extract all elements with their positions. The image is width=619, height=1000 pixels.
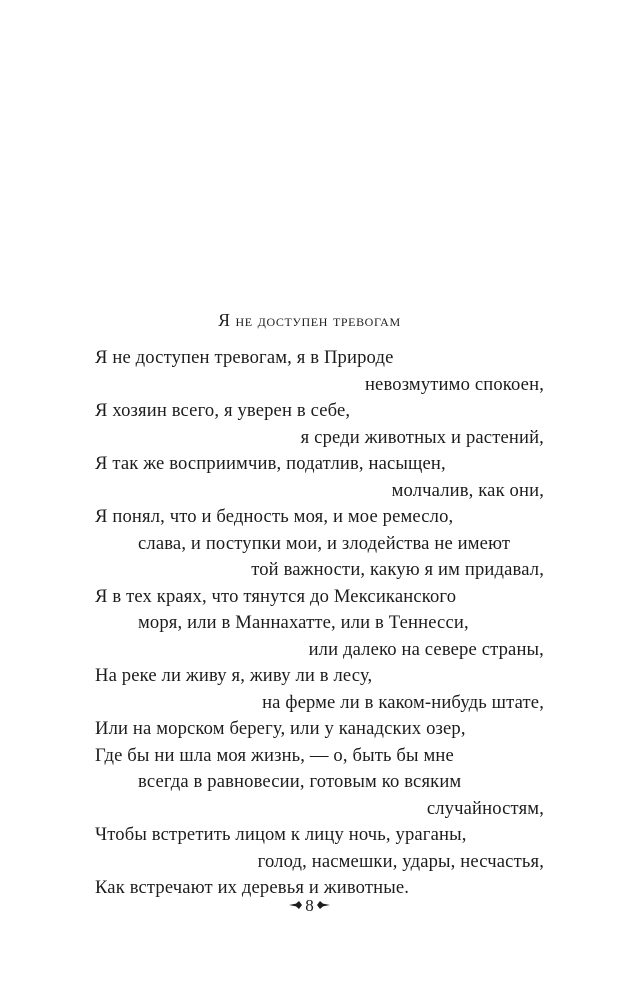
poem-line: молчалив, как они, [391,479,544,501]
poem-line: Я понял, что и бедность моя, и мое ремесло, [95,506,454,527]
poem-line: Я так же восприимчив, податлив, насыщен, [95,453,446,474]
poem-line: Я не доступен тревогам, я в Природе [95,347,394,368]
poem-line: Где бы ни шла моя жизнь, — о, быть бы мне [95,744,454,766]
page-number-footer [0,895,619,917]
poem-line: Я хозяин всего, я уверен в себе, [95,400,351,421]
poem-line: невозмутимо спокоен, [364,373,544,395]
poem-line: я среди животных и растений, [300,426,544,448]
poem-title: Я не доступен тревогам [218,310,401,330]
diamond-ornament-icon [316,900,330,910]
poem-line: слава, и поступки мои, и злодейства не имеют [138,532,511,554]
poem-line: Чтобы встретить лицом к лицу ночь, ураганы, [95,824,467,845]
poem-line: Как встречают их деревья и животные. [95,877,410,898]
poem-line: На реке ли живу я, живу ли в лесу, [95,665,373,686]
poem-line: всегда в равновесии, готовым ко всяким [138,771,462,792]
poem-line: Я в тех краях, что тянутся до Мексиканского [95,585,457,607]
poem-line: голод, насмешки, удары, несчастья, [257,850,544,872]
poem-line: Или на морском берегу, или у канадских озер, [95,718,466,739]
diamond-ornament-icon [289,900,303,910]
poem-line: или далеко на севере страны, [308,638,544,660]
poem-line: на ферме ли в каком-нибудь штате, [262,691,544,713]
poem-line: той важности, какую я им придавал, [251,559,544,580]
poem-line: случайностям, [426,797,544,819]
page-number: 8 [305,896,314,915]
poem-body [95,345,544,902]
poem-line: моря, или в Маннахатте, или в Теннесси, [138,612,469,633]
